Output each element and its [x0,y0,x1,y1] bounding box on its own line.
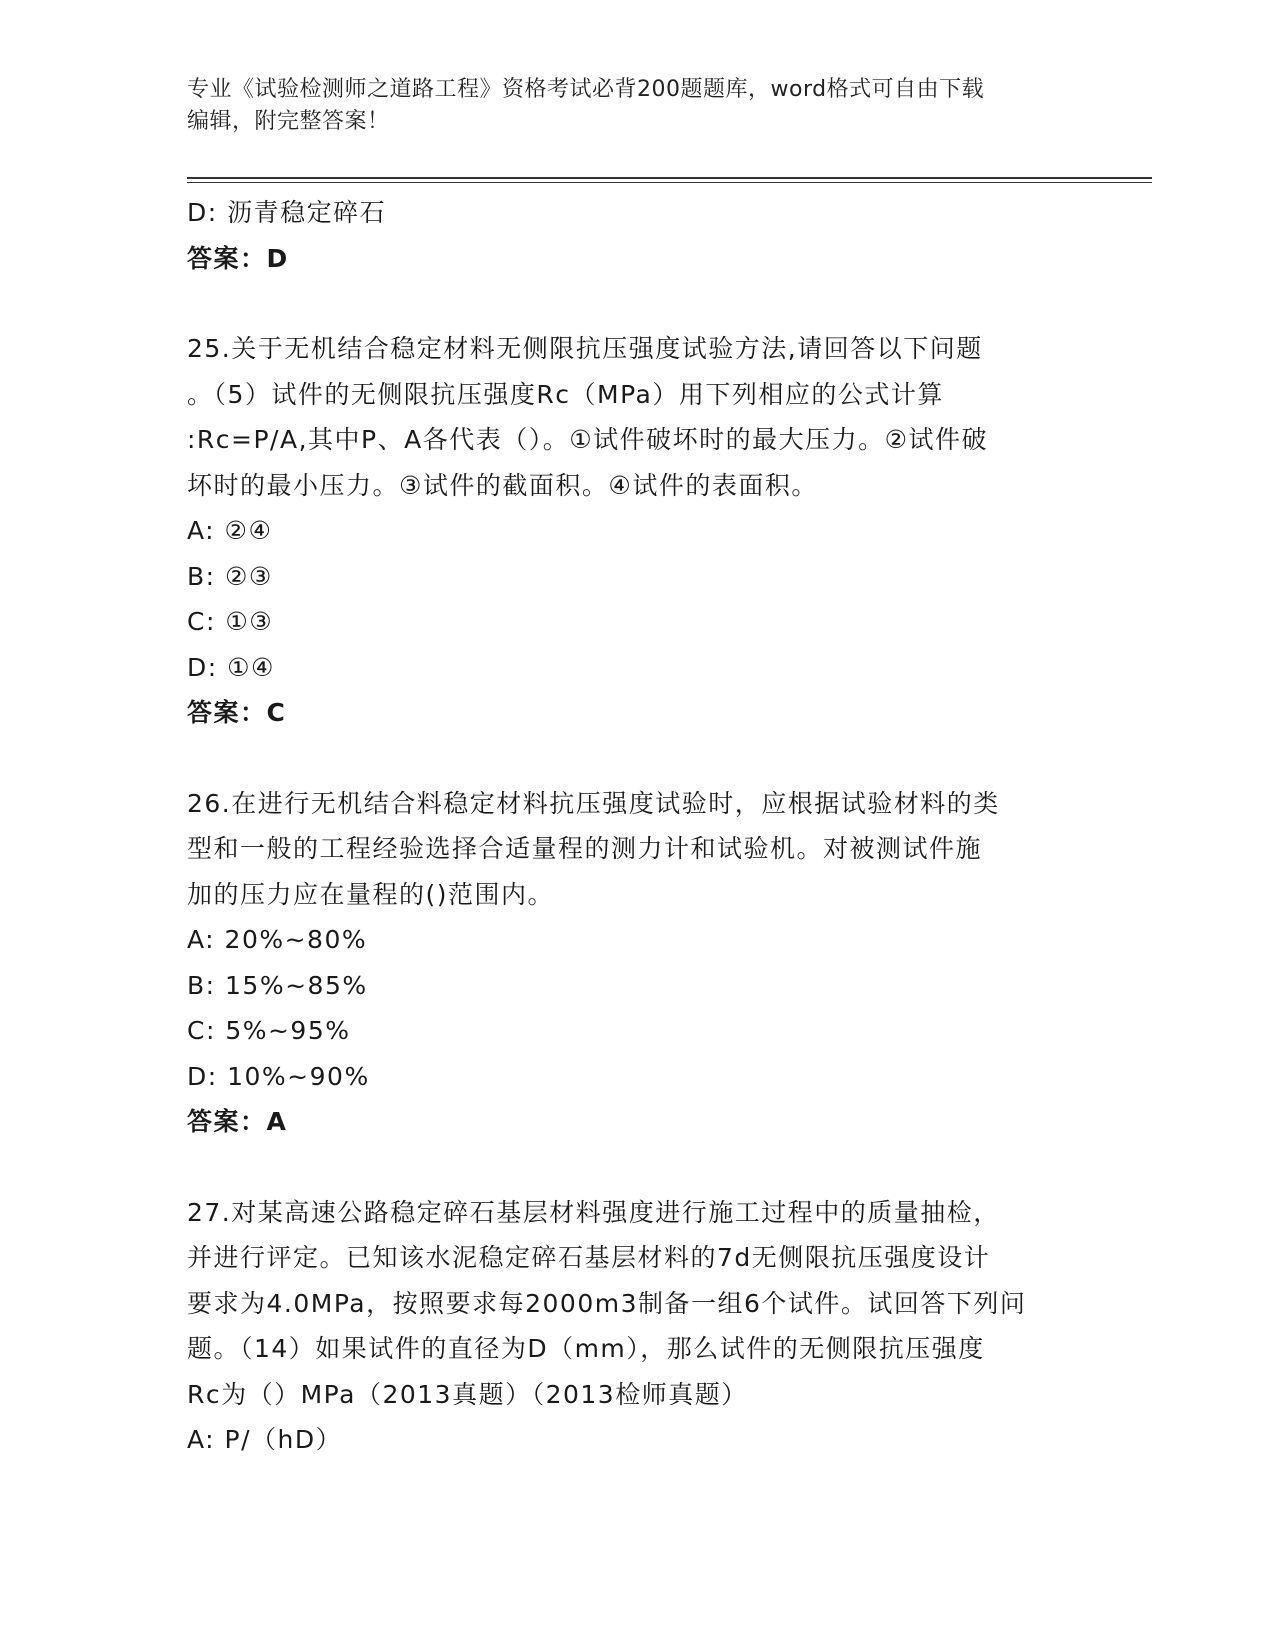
header-divider-thick [187,177,1152,179]
page-header [187,74,1087,138]
answer-line: 答案：C [187,698,287,727]
question-text-line: 。（5）试件的无侧限抗压强度Rc（MPa）用下列相应的公式计算 [187,379,944,409]
option-b: B: ②③ [187,561,273,591]
spacer [187,736,1087,781]
header-line-2: 编辑，附完整答案！ [187,109,390,134]
question-text-line: :Rc=P/A,其中P、A各代表（）。①试件破坏时的最大压力。②试件破 [187,425,989,454]
question-text-line: 并进行评定。已知该水泥稳定碎石基层材料的7d无侧限抗压强度设计 [187,1243,991,1272]
question-text-line: 要求为4.0MPa，按照要求每2000m3制备一组6个试件。试回答下列问 [187,1288,1027,1318]
document-body [187,190,1087,1463]
option-d: D: 沥青稳定碎石 [187,198,387,227]
option-a: A: ②④ [187,516,273,545]
question-26 [187,781,1087,1145]
question-text-line: Rc为（）MPa（2013真题）（2013检师真题） [187,1379,748,1409]
option-d: D: ①④ [187,652,275,682]
header-line-1: 专业《试验检测师之道路工程》资格考试必背200题题库，word格式可自由下载 [187,77,985,102]
question-text-line: 25.关于无机结合稳定材料无侧限抗压强度试验方法,请回答以下问题 [187,334,983,363]
question-text-line: 坏时的最小压力。③试件的截面积。④试件的表面积。 [187,470,818,500]
answer-line: 答案：D [187,243,289,273]
question-27 [187,1190,1087,1463]
question-24-tail [187,190,1087,281]
spacer [187,1145,1087,1190]
option-b: B: 15%~85% [187,970,368,1000]
option-c: C: ①③ [187,607,274,636]
option-a: A: P/（hD） [187,1425,343,1454]
question-text-line: 型和一般的工程经验选择合适量程的测力计和试验机。对被测试件施 [187,834,983,863]
spacer [187,281,1087,326]
option-d: D: 10%~90% [187,1061,370,1091]
question-25 [187,326,1087,736]
question-text-line: 加的压力应在量程的()范围内。 [187,879,555,909]
question-text-line: 题。（14）如果试件的直径为D（mm），那么试件的无侧限抗压强度 [187,1334,985,1363]
header-divider-thin [187,182,1152,183]
question-text-line: 26.在进行无机结合料稳定材料抗压强度试验时，应根据试验材料的类 [187,788,1000,818]
option-a: A: 20%~80% [187,925,368,954]
option-c: C: 5%~95% [187,1016,351,1045]
question-text-line: 27.对某高速公路稳定碎石基层材料强度进行施工过程中的质量抽检， [187,1197,1000,1227]
answer-line: 答案：A [187,1107,288,1136]
